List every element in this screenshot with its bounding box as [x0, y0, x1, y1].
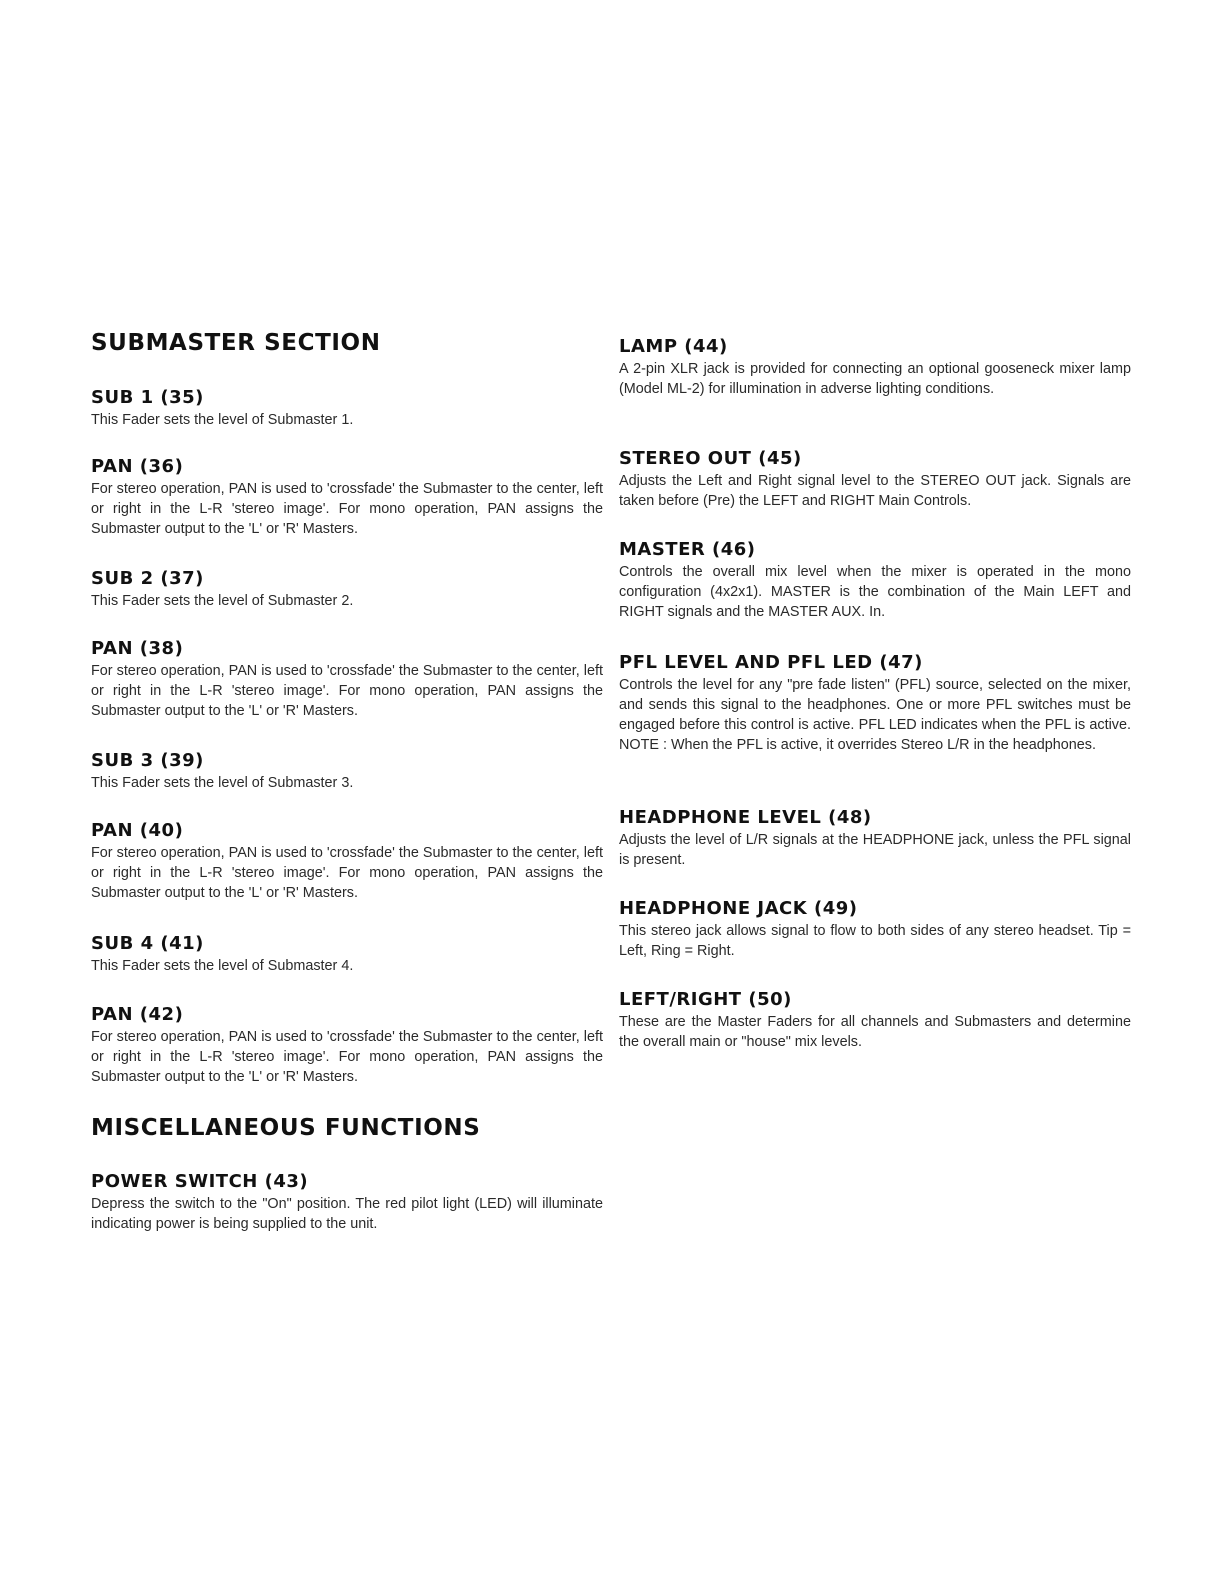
entry-pan-42: [91, 1004, 603, 1087]
entry-description: Adjusts the Left and Right signal level to the STEREO OUT jack. Signals are taken before (Pre) the LEFT and RIGHT Main Controls.: [619, 473, 1131, 509]
entry-title: PAN (42): [91, 1004, 184, 1025]
entry-title: STEREO OUT (45): [619, 448, 802, 469]
entry-title: SUB 3 (39): [91, 750, 204, 771]
entry-description: A 2-pin XLR jack is provided for connecting an optional gooseneck mixer lamp (Model ML-2) for illumination in adverse lighting conditions.: [619, 361, 1131, 397]
entry-sub-3: [91, 750, 603, 793]
entry-headphone-level: [619, 807, 1131, 870]
section-heading-misc: MISCELLANEOUS FUNCTIONS: [91, 1115, 481, 1141]
entry-lamp: [619, 336, 1131, 399]
entry-title: HEADPHONE LEVEL (48): [619, 807, 872, 828]
entry-left-right: [619, 989, 1131, 1052]
entry-description: For stereo operation, PAN is used to 'crossfade' the Submaster to the center, left or right in the L-R 'stereo image'. For mono operation, PAN assigns the Submaster output to the 'L' or 'R' Masters.: [91, 845, 603, 901]
entry-title: PAN (40): [91, 820, 184, 841]
entry-description: For stereo operation, PAN is used to 'crossfade' the Submaster to the center, left or right in the L-R 'stereo image'. For mono operation, PAN assigns the Submaster output to the 'L' or 'R' Masters.: [91, 481, 603, 537]
entry-headphone-jack: [619, 898, 1131, 961]
entry-title: LAMP (44): [619, 336, 728, 357]
entry-description: For stereo operation, PAN is used to 'crossfade' the Submaster to the center, left or right in the L-R 'stereo image'. For mono operation, PAN assigns the Submaster output to the 'L' or 'R' Masters.: [91, 663, 603, 719]
entry-description: Depress the switch to the "On" position. The red pilot light (LED) will illuminate indicating power is being supplied to the unit.: [91, 1196, 603, 1232]
entry-description: This Fader sets the level of Submaster 4.: [91, 958, 354, 974]
entry-title: PAN (38): [91, 638, 184, 659]
section-heading-submaster: SUBMASTER SECTION: [91, 330, 381, 356]
entry-description: Controls the level for any "pre fade listen" (PFL) source, selected on the mixer, and sends this signal to the headphones. One or more PFL switches must be engaged before this control is active. PFL LED indicates when the PFL is active. NOTE : When the PFL is active, it overrides Stereo L/R in the headphones.: [619, 677, 1131, 753]
entry-sub-1: [91, 387, 603, 430]
entry-description: Adjusts the level of L/R signals at the HEADPHONE jack, unless the PFL signal is present.: [619, 832, 1131, 868]
entry-description: This Fader sets the level of Submaster 3.: [91, 775, 354, 791]
entry-pan-40: [91, 820, 603, 903]
entry-title: PFL LEVEL AND PFL LED (47): [619, 652, 923, 673]
entry-pan-38: [91, 638, 603, 721]
entry-title: SUB 1 (35): [91, 387, 204, 408]
entry-sub-2: [91, 568, 603, 611]
entry-description: This stereo jack allows signal to flow to both sides of any stereo headset. Tip = Left, Ring = Right.: [619, 923, 1131, 959]
entry-description: This Fader sets the level of Submaster 2.: [91, 593, 354, 609]
entry-description: These are the Master Faders for all channels and Submasters and determine the overall main or "house" mix levels.: [619, 1014, 1131, 1050]
entry-pfl-level: [619, 652, 1131, 755]
entry-pan-36: [91, 456, 603, 539]
entry-master: [619, 539, 1131, 622]
entry-description: This Fader sets the level of Submaster 1.: [91, 412, 354, 428]
entry-power-switch: [91, 1171, 603, 1234]
entry-title: PAN (36): [91, 456, 184, 477]
entry-description: Controls the overall mix level when the mixer is operated in the mono configuration (4x2x1). MASTER is the combination of the Main LEFT and RIGHT signals and the MASTER AUX. In.: [619, 564, 1131, 620]
entry-title: SUB 4 (41): [91, 933, 204, 954]
entry-sub-4: [91, 933, 603, 976]
entry-stereo-out: [619, 448, 1131, 511]
entry-title: POWER SWITCH (43): [91, 1171, 309, 1192]
entry-description: For stereo operation, PAN is used to 'crossfade' the Submaster to the center, left or right in the L-R 'stereo image'. For mono operation, PAN assigns the Submaster output to the 'L' or 'R' Masters.: [91, 1029, 603, 1085]
entry-title: HEADPHONE JACK (49): [619, 898, 858, 919]
entry-title: SUB 2 (37): [91, 568, 204, 589]
entry-title: LEFT/RIGHT (50): [619, 989, 792, 1010]
entry-title: MASTER (46): [619, 539, 756, 560]
